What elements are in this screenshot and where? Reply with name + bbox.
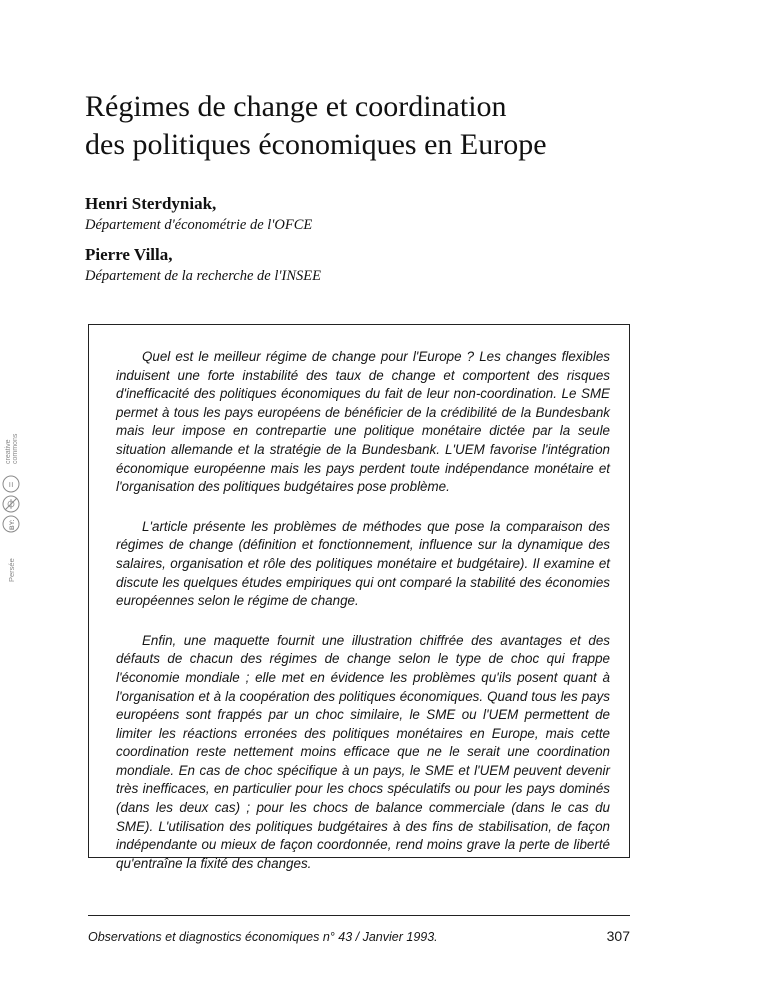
license-badge[interactable] <box>2 424 20 584</box>
cc-by-label: BY: <box>9 519 16 530</box>
cc-equals-glyph: = <box>6 481 18 488</box>
article-title <box>85 88 725 164</box>
author-name: Henri Sterdyniak, <box>85 194 217 213</box>
page-number: 307 <box>606 928 630 944</box>
journal-citation: Observations et diagnostics économiques n° 43 / Janvier 1993. <box>88 930 438 944</box>
publisher-label: Persée <box>7 558 16 582</box>
title-line-2: des politiques économiques en Europe <box>85 128 547 161</box>
abstract-paragraph: L'article présente les problèmes de méthodes que pose la comparaison des régimes de change (définition et fonctionnement, influence sur la dynamique des salaires, organisation et rôle des politiques monétaire et budgétaire). Il examine et discute les quelques études empiriques qui ont comparé la stabilité des économies européennes selon le régime de change. <box>116 518 610 609</box>
cc-dollar-glyph <box>8 499 14 509</box>
footer-divider <box>88 915 630 916</box>
cc-wordmark-line-2: commons <box>12 433 19 464</box>
title-line-1: Régimes de change et coordination <box>85 90 507 123</box>
cc-wordmark-line-1: creative <box>5 439 12 464</box>
author-affiliation: Département de la recherche de l'INSEE <box>85 268 321 284</box>
author-name: Pierre Villa, <box>85 245 173 264</box>
abstract-paragraph: Enfin, une maquette fournit une illustration chiffrée des avantages et des défauts de chacun des régimes de change selon le type de choc qui frappe l'économie mondiale ; elle met en évidence les problèmes qu'ils posent quant à l'organisation et à la coopération des politiques économiques. Quand tous les pays européens sont frappés par un choc similaire, le SME ou l'UEM permettent de limiter les réactions erronées des politiques monétaires en Europe, mais cette coordination reste nettement moins efficace que ne le serait une coordination mondiale. En cas de choc spécifique à un pays, le SME et l'UEM peuvent devenir très inefficaces, en particulier pour les chocs spéculatifs ou pour les pays dominés (dans les deux cas) ; pour les chocs de balance commerciale (dans le cas du SME). L'utilisation des politiques budgétaires à des fins de stabilisation, de façon indépendante ou mieux de façon coordonnée, rend moins grave la perte de liberté qu'entraîne la fixité des changes. <box>116 632 610 871</box>
abstract-paragraph: Quel est le meilleur régime de change pour l'Europe ? Les changes flexibles induisent une forte instabilité des taux de change et comportent des risques d'inefficacité des politiques économiques du fait de leur non-coordination. Le SME permet à tous les pays européens de bénéficier de la crédibilité de la Bundesbank mais leur impose en contrepartie une politique monétaire dictée par la seule situation allemande et la stratégie de la Bundesbank. L'UEM favorise l'intégration économique européenne mais les pays perdent toute indépendance monétaire et l'organisation des politiques budgétaires pose problème. <box>116 349 610 495</box>
author-affiliation: Département d'économétrie de l'OFCE <box>85 217 313 233</box>
abstract <box>116 348 610 894</box>
